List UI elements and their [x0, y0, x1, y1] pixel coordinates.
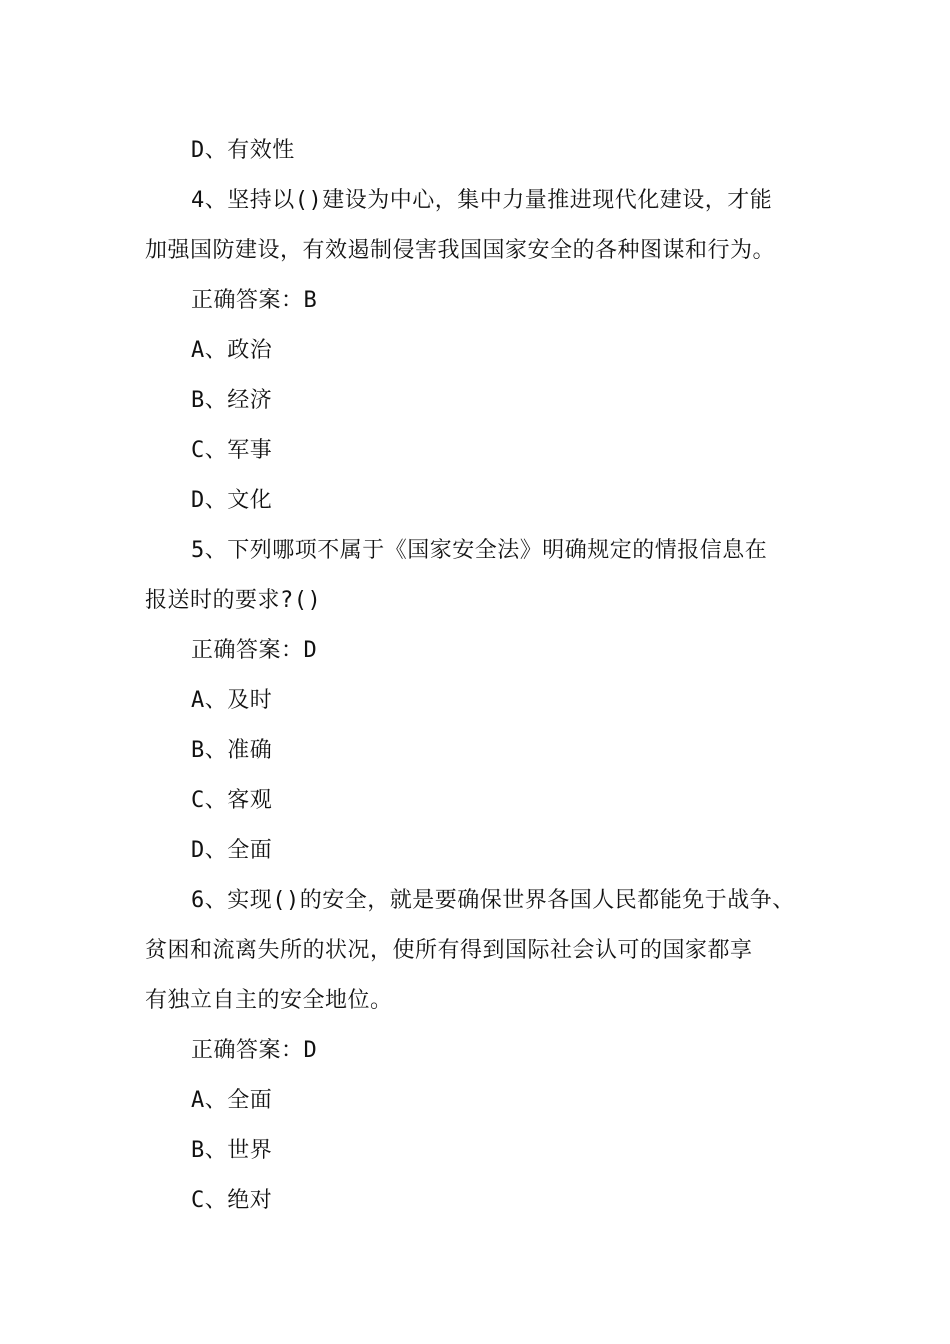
option-line: D、文化 — [191, 488, 273, 513]
question-6-line-3: 有独立自主的安全地位。 — [145, 988, 393, 1013]
option-line: B、准确 — [191, 738, 273, 763]
question-6-line-1: 6、实现()的安全，就是要确保世界各国人民都能免于战争、 — [191, 888, 795, 913]
answer-line: 正确答案：B — [191, 288, 318, 313]
option-line: A、全面 — [191, 1088, 273, 1113]
question-4-line-2: 加强国防建设，有效遏制侵害我国国家安全的各种图谋和行为。 — [145, 238, 776, 263]
document-body — [145, 126, 810, 1226]
option-line: A、政治 — [191, 338, 273, 363]
option-line: C、军事 — [191, 438, 273, 463]
option-line: D、全面 — [191, 838, 273, 863]
question-4-line-1: 4、坚持以()建设为中心，集中力量推进现代化建设，才能 — [191, 188, 773, 213]
question-5-line-1: 5、下列哪项不属于《国家安全法》明确规定的情报信息在 — [191, 538, 768, 563]
question-5-line-2: 报送时的要求?() — [145, 588, 322, 613]
option-line: A、及时 — [191, 688, 273, 713]
option-line: C、绝对 — [191, 1188, 273, 1213]
option-line: B、世界 — [191, 1138, 273, 1163]
question-6-line-2: 贫困和流离失所的状况，使所有得到国际社会认可的国家都享 — [145, 938, 753, 963]
option-line: C、客观 — [191, 788, 273, 813]
answer-line: 正确答案：D — [191, 1038, 318, 1063]
option-line: D、有效性 — [191, 138, 295, 163]
answer-line: 正确答案：D — [191, 638, 318, 663]
option-line: B、经济 — [191, 388, 273, 413]
